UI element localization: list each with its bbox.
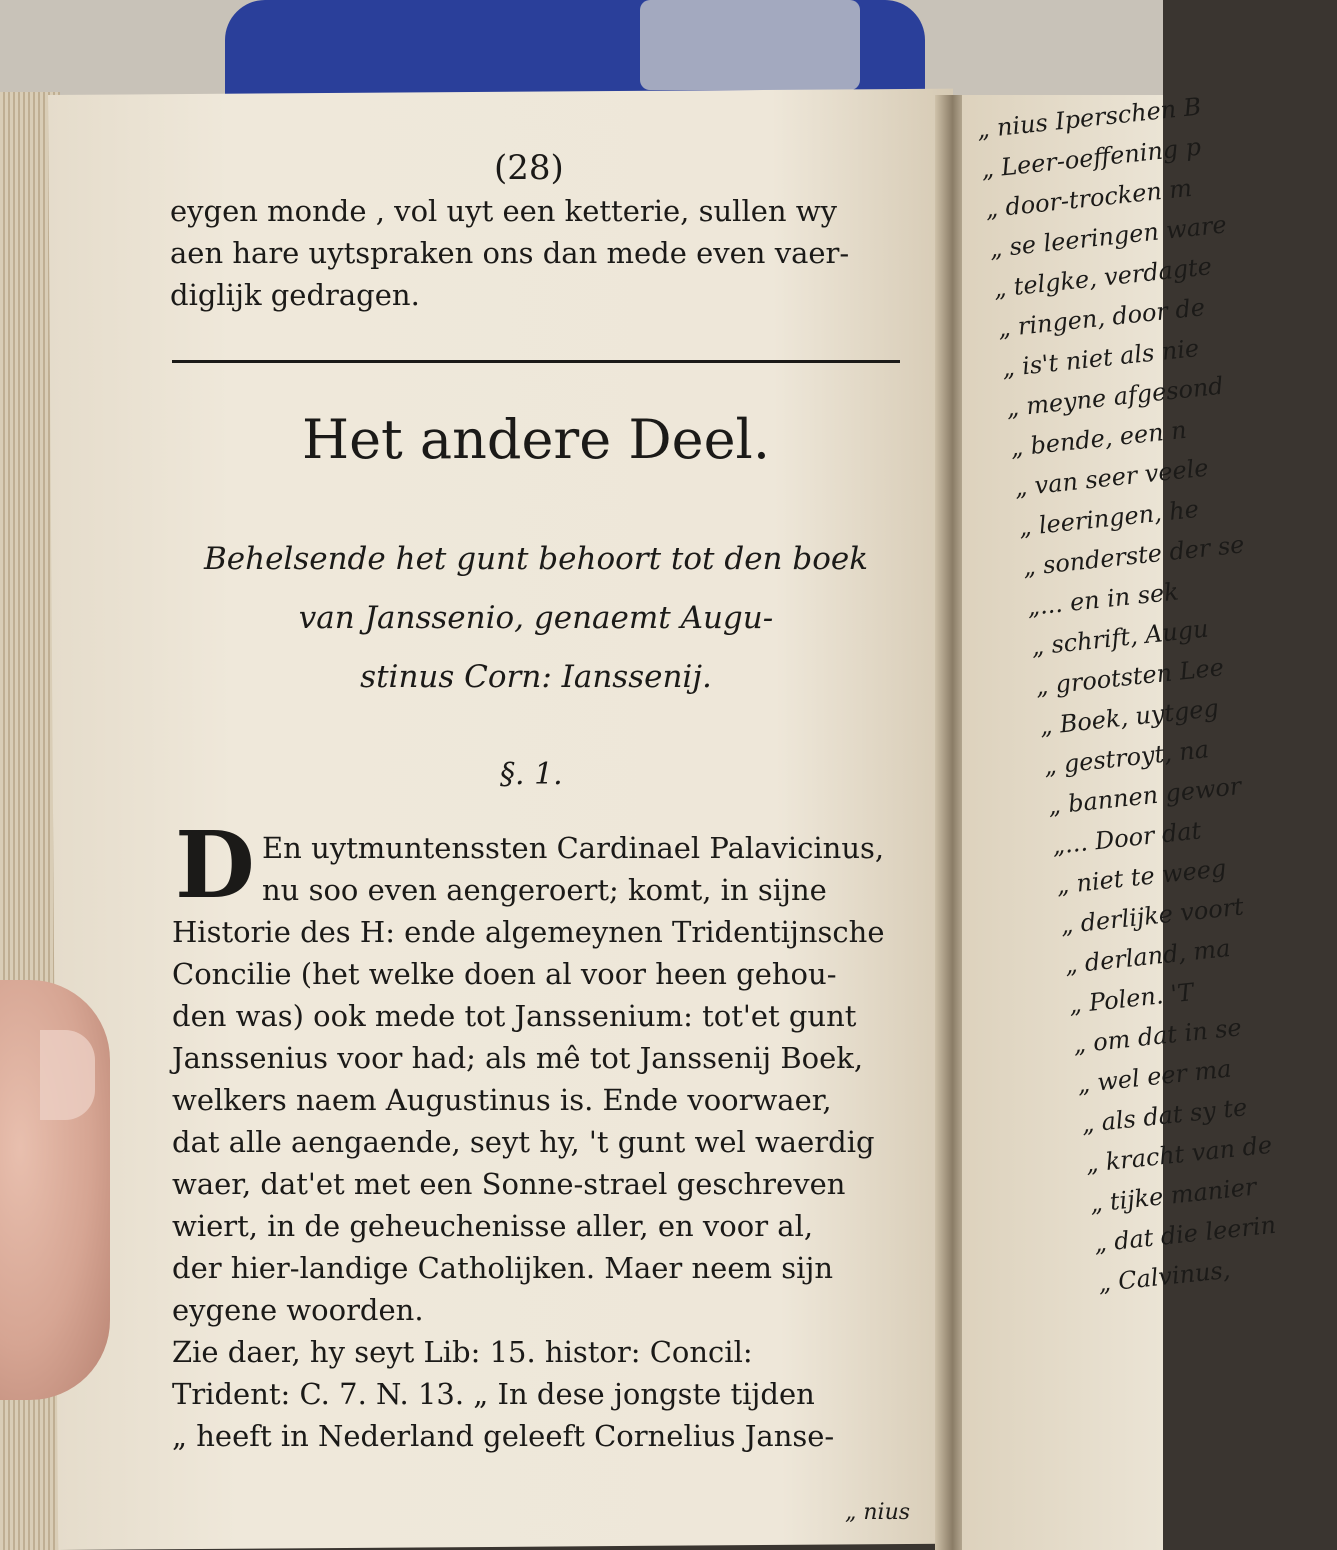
text-line: den was) ook mede tot Janssenium: tot'et gunt — [172, 999, 857, 1033]
right-line: „ Boek, uytgeg — [1038, 693, 1221, 741]
right-line: „ Leer-oeffening p — [979, 132, 1203, 184]
subtitle-line: Behelsende het gunt behoort tot den boek — [203, 541, 869, 577]
text-line: Historie des H: ende algemeynen Tridentijnsche — [172, 915, 885, 949]
text-line: Janssenius voor had; als mê tot Janssenij Boek, — [172, 1041, 864, 1075]
right-line: „ nius Iperschen B — [975, 92, 1203, 144]
text-line: aen hare uytspraken ons dan mede even vaer- — [170, 236, 850, 270]
thumbnail-nail — [40, 1030, 95, 1120]
right-line: „ leeringen, he — [1017, 494, 1201, 542]
text-line: eygen monde , vol uyt een ketterie, sullen wy — [170, 194, 837, 228]
text-line: Concilie (het welke doen al voor heen gehou- — [172, 957, 837, 991]
text-line: dat alle aengaende, seyt hy, 't gunt wel waerdig — [172, 1125, 875, 1159]
right-line: „ om dat in se — [1071, 1013, 1243, 1059]
section-heading: §. 1. — [500, 757, 563, 792]
right-line: „ van seer veele — [1013, 453, 1210, 502]
text-line: Zie daer, hy seyt Lib: 15. histor: Concil: — [172, 1335, 753, 1369]
right-line: „ derlijke voort — [1059, 892, 1246, 940]
text-line: diglijk gedragen. — [170, 278, 420, 312]
right-line: „ sonderste der se — [1021, 530, 1246, 582]
right-line: „ bannen gewor — [1046, 771, 1243, 821]
right-line: „ grootsten Lee — [1034, 653, 1226, 701]
right-line: „ kracht van de — [1084, 1130, 1274, 1179]
page-number: (28) — [494, 148, 564, 188]
text-line: „ heeft in Nederland geleeft Cornelius Janse- — [172, 1419, 835, 1453]
right-line: „ se leeringen ware — [988, 210, 1228, 264]
right-line: „ tijke manier — [1088, 1172, 1258, 1218]
part-subtitle — [172, 530, 900, 707]
drop-cap: D — [175, 811, 255, 919]
right-line: „ gestroyt, na — [1042, 735, 1211, 781]
text-line: wiert, in de geheuchenisse aller, en voor al, — [172, 1209, 814, 1243]
right-line: „ Calvinus, — [1096, 1255, 1232, 1298]
text-line: Trident: C. 7. N. 13. „ In dese jongste tijden — [172, 1377, 815, 1411]
text-line: der hier-landige Catholijken. Maer neem sijn — [172, 1251, 834, 1285]
right-line: „ dat die leerin — [1092, 1210, 1278, 1258]
right-line: „ meyne afgesond — [1004, 371, 1225, 423]
top-paragraph — [170, 190, 900, 316]
right-line: „... Door dat — [1050, 816, 1203, 860]
text-line: En uytmuntenssten Cardinael Palavicinus, — [262, 831, 885, 865]
body-text — [172, 911, 902, 1457]
text-line: welkers naem Augustinus is. Ende voorwaer, — [172, 1083, 832, 1117]
section-divider — [172, 360, 900, 363]
text-line: nu soo even aengeroert; komt, in sijne — [262, 873, 827, 907]
subtitle-line: stinus Corn: Ianssenij. — [360, 659, 712, 695]
right-line: „ niet te weeg — [1055, 853, 1228, 900]
part-title: Het andere Deel. — [302, 408, 770, 471]
right-line: „ is't niet als nie — [1000, 333, 1201, 383]
right-line: „ derland, ma — [1063, 933, 1232, 980]
object-highlight — [640, 0, 860, 90]
right-line: „ door-trocken m — [983, 173, 1194, 224]
catchword: „ nius — [845, 1500, 911, 1525]
body-first-lines — [262, 827, 902, 911]
right-line: „ als dat sy te — [1080, 1093, 1249, 1139]
right-line: „ ringen, door de — [996, 293, 1207, 343]
right-line: „ wel eer ma — [1075, 1054, 1233, 1099]
right-line: „... en in sek — [1025, 577, 1180, 622]
right-line: „ telgke, verdagte — [992, 252, 1214, 303]
subtitle-line: van Janssenio, genaemt Augu- — [298, 600, 774, 636]
right-line: „ schrift, Augu — [1029, 614, 1210, 661]
text-line: waer, dat'et met een Sonne-strael geschreven — [172, 1167, 846, 1201]
right-line: „ bende, een n — [1009, 415, 1188, 463]
text-line: eygene woorden. — [172, 1293, 424, 1327]
right-line: „ Polen. 'T — [1067, 978, 1195, 1019]
